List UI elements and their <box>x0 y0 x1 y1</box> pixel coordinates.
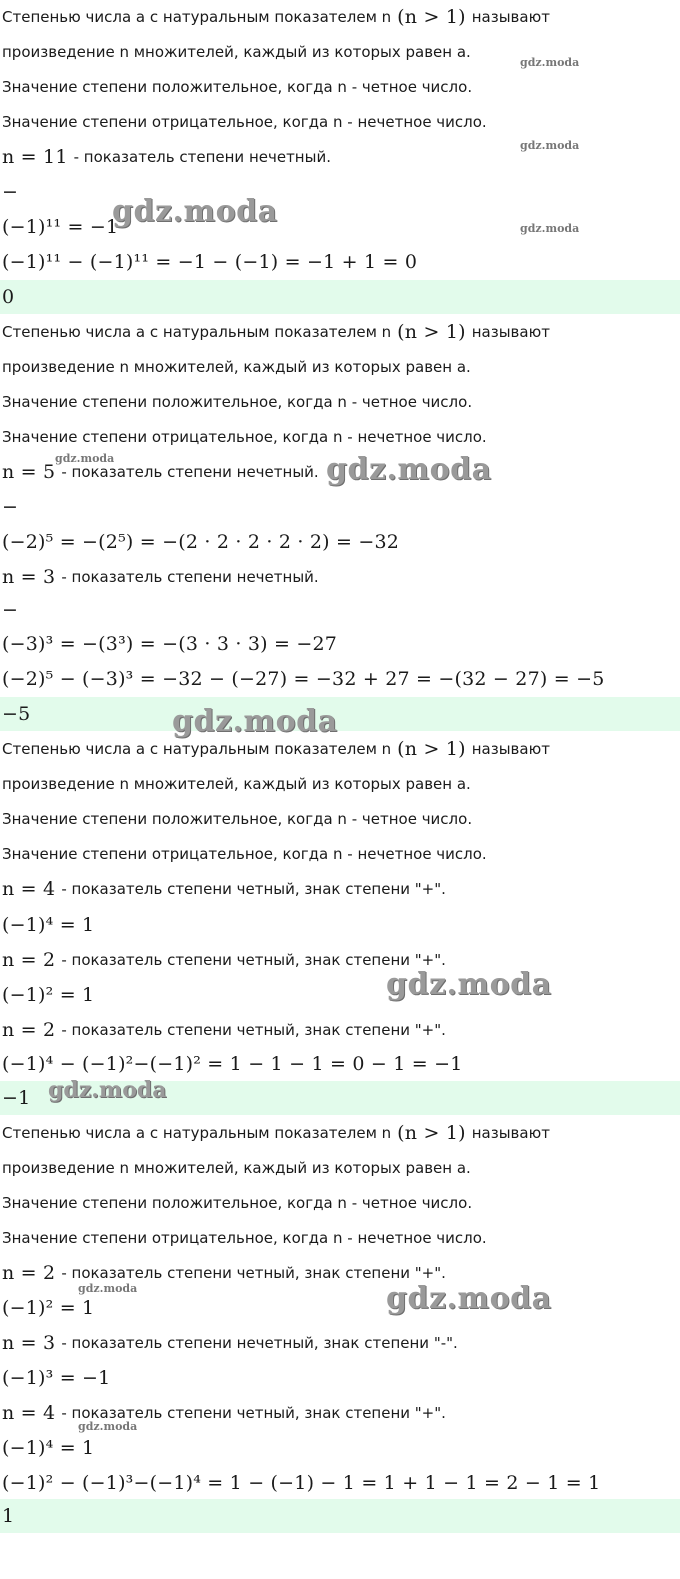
watermark: gdz.moda <box>386 1281 552 1316</box>
solution-line <box>0 140 680 174</box>
explanation-text: - показатель степени нечетный, знак степени "-". <box>61 1334 458 1352</box>
watermark: gdz.moda <box>172 704 338 739</box>
math-expression: (n > 1) <box>397 738 466 760</box>
explanation-text: - показатель степени нечетный. <box>73 148 331 166</box>
solution-line <box>0 1431 680 1465</box>
watermark: gdz.moda <box>55 452 115 465</box>
solution-line <box>0 385 680 419</box>
math-expression: n = 2 <box>2 1019 56 1041</box>
solution-line <box>0 872 680 906</box>
math-expression: − <box>2 496 19 518</box>
solution-line <box>0 1361 680 1395</box>
answer-value: 1 <box>2 1505 15 1527</box>
math-expression: (−3)³ = −(3³) = −(3 · 3 · 3) = −27 <box>2 633 338 655</box>
math-expression: (−1)¹¹ = −1 <box>2 216 119 238</box>
explanation-text: Значение степени положительное, когда n - четное число. <box>2 1194 473 1212</box>
explanation-text: Степенью числа а с натуральным показателем n <box>2 740 392 758</box>
explanation-text: - показатель степени четный, знак степени "+". <box>61 880 446 898</box>
math-expression: (−1)⁴ = 1 <box>2 914 95 936</box>
solution-line <box>0 732 680 766</box>
math-expression: (−1)⁴ = 1 <box>2 1437 95 1459</box>
solution-line <box>0 35 680 69</box>
explanation-text: Степенью числа а с натуральным показателем n <box>2 1124 392 1142</box>
explanation-text: называют <box>471 8 550 26</box>
explanation-text: Значение степени положительное, когда n - четное число. <box>2 393 473 411</box>
math-expression: − <box>2 181 19 203</box>
math-expression: (−1)² − (−1)³−(−1)⁴ = 1 − (−1) − 1 = 1 + 1 − 1 = 2 − 1 = 1 <box>2 1472 601 1494</box>
watermark: gdz.moda <box>520 56 580 69</box>
solution-line <box>0 560 680 594</box>
explanation-text: - показатель степени четный, знак степени "+". <box>61 1021 446 1039</box>
explanation-text: - показатель степени нечетный. <box>61 568 319 586</box>
solution-line <box>0 315 680 349</box>
math-expression: (−1)² = 1 <box>2 984 95 1006</box>
answer-value: 0 <box>2 286 15 308</box>
explanation-text: Значение степени отрицательное, когда n - нечетное число. <box>2 113 487 131</box>
solution-line <box>0 1221 680 1255</box>
solution-line <box>0 420 680 454</box>
explanation-text: - показатель степени нечетный. <box>61 463 319 481</box>
solution-line <box>0 1466 680 1500</box>
watermark: gdz.moda <box>78 1282 138 1295</box>
math-expression: (n > 1) <box>397 321 466 343</box>
solution-line <box>0 1116 680 1150</box>
solution-line <box>0 1256 680 1290</box>
math-expression: n = 2 <box>2 949 56 971</box>
math-expression: (n > 1) <box>397 6 466 28</box>
answer-row <box>0 697 680 731</box>
explanation-text: Значение степени отрицательное, когда n - нечетное число. <box>2 845 487 863</box>
math-expression: n = 11 <box>2 146 68 168</box>
explanation-text: Степенью числа а с натуральным показателем n <box>2 323 392 341</box>
solution-line <box>0 70 680 104</box>
solution-line <box>0 593 680 627</box>
math-expression: − <box>2 599 19 621</box>
math-expression: (−2)⁵ − (−3)³ = −32 − (−27) = −32 + 27 = −(32 − 27) = −5 <box>2 668 605 690</box>
solution-line <box>0 525 680 559</box>
solution-line <box>0 837 680 871</box>
solution-line <box>0 802 680 836</box>
solution-line <box>0 662 680 696</box>
watermark: gdz.moda <box>78 1420 138 1433</box>
explanation-text: Значение степени положительное, когда n - четное число. <box>2 78 473 96</box>
solution-line <box>0 627 680 661</box>
solution-line <box>0 1151 680 1185</box>
explanation-text: Значение степени отрицательное, когда n - нечетное число. <box>2 428 487 446</box>
explanation-text: произведение n множителей, каждый из которых равен а. <box>2 1159 471 1177</box>
solution-line <box>0 1396 680 1430</box>
solution-line <box>0 455 680 489</box>
solution-line <box>0 0 680 34</box>
explanation-text: произведение n множителей, каждый из которых равен а. <box>2 775 471 793</box>
solution-line <box>0 1013 680 1047</box>
watermark: gdz.moda <box>520 222 580 235</box>
solution-line <box>0 350 680 384</box>
answer-row <box>0 1499 680 1533</box>
explanation-text: - показатель степени четный, знак степени "+". <box>61 951 446 969</box>
math-expression: n = 5 <box>2 461 56 483</box>
solution-line <box>0 105 680 139</box>
solution-line <box>0 908 680 942</box>
solution-line <box>0 1326 680 1360</box>
explanation-text: - показатель степени четный, знак степени "+". <box>61 1264 446 1282</box>
solution-line <box>0 1186 680 1220</box>
explanation-text: Значение степени отрицательное, когда n - нечетное число. <box>2 1229 487 1247</box>
watermark: gdz.moda <box>112 194 278 229</box>
math-expression: (−1)² = 1 <box>2 1297 95 1319</box>
math-expression: n = 4 <box>2 878 56 900</box>
answer-value: −1 <box>2 1087 31 1109</box>
answer-row <box>0 1081 680 1115</box>
explanation-text: произведение n множителей, каждый из которых равен а. <box>2 43 471 61</box>
explanation-text: произведение n множителей, каждый из которых равен а. <box>2 358 471 376</box>
solution-line <box>0 1047 680 1081</box>
solution-line <box>0 490 680 524</box>
explanation-text: называют <box>471 740 550 758</box>
solution-line <box>0 943 680 977</box>
math-expression: n = 3 <box>2 566 56 588</box>
explanation-text: называют <box>471 1124 550 1142</box>
math-expression: (−1)¹¹ − (−1)¹¹ = −1 − (−1) = −1 + 1 = 0 <box>2 251 418 273</box>
math-expression: (−1)⁴ − (−1)²−(−1)² = 1 − 1 − 1 = 0 − 1 = −1 <box>2 1053 463 1075</box>
explanation-text: - показатель степени четный, знак степени "+". <box>61 1404 446 1422</box>
solution-line <box>0 767 680 801</box>
watermark: gdz.moda <box>386 967 552 1002</box>
explanation-text: Значение степени положительное, когда n - четное число. <box>2 810 473 828</box>
explanation-text: Степенью числа а с натуральным показателем n <box>2 8 392 26</box>
answer-value: −5 <box>2 703 31 725</box>
math-expression: n = 3 <box>2 1332 56 1354</box>
math-expression: (−2)⁵ = −(2⁵) = −(2 · 2 · 2 · 2 · 2) = −32 <box>2 531 400 553</box>
answer-row <box>0 280 680 314</box>
math-expression: n = 4 <box>2 1402 56 1424</box>
solution-line <box>0 1291 680 1325</box>
solution-line <box>0 210 680 244</box>
solution-line <box>0 175 680 209</box>
watermark: gdz.moda <box>48 1077 167 1103</box>
solution-line <box>0 245 680 279</box>
explanation-text: называют <box>471 323 550 341</box>
watermark: gdz.moda <box>520 139 580 152</box>
math-expression: n = 2 <box>2 1262 56 1284</box>
solution-line <box>0 978 680 1012</box>
math-expression: (−1)³ = −1 <box>2 1367 111 1389</box>
math-expression: (n > 1) <box>397 1122 466 1144</box>
watermark: gdz.moda <box>326 452 492 487</box>
